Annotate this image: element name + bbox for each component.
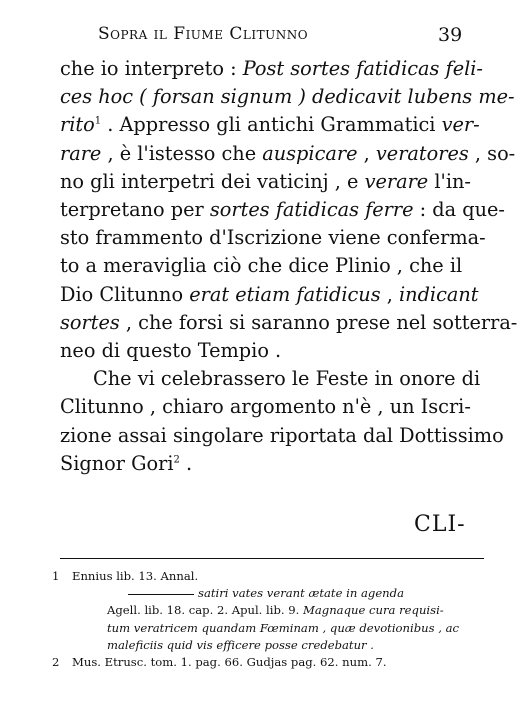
text-line: Signor Gori$^2$ .	[60, 451, 193, 475]
text-line: sto frammento d'Iscrizione viene conferma-	[60, 226, 486, 250]
paragraph-start-line: Che vi celebrassero le Feste in onore di	[93, 367, 481, 391]
footnote-quote: satiri vates verant ætate in agenda	[52, 585, 488, 602]
text-line: zione assai singolare riportata dal Dottissimo	[60, 423, 504, 447]
footnote-line: maleficiis quid vis efficere posse credebatur .	[107, 637, 374, 652]
text-line: ces hoc ( forsan signum ) dedicavit lubens me-	[60, 85, 515, 109]
footnotes	[52, 568, 488, 671]
running-title: Sopra il Fiume Clitunno	[98, 24, 309, 44]
text-line: sortes , che forsi si saranno prese nel sotterra-	[60, 310, 517, 334]
page-number: 39	[438, 24, 463, 46]
footnote-number: 1	[52, 569, 60, 583]
footnote-ref: 1	[94, 115, 102, 127]
body-text	[60, 55, 517, 478]
running-head	[98, 24, 438, 44]
footnote-ref: 2	[173, 454, 180, 466]
footnote-rule	[60, 558, 484, 559]
text-line: rare , è l'istesso che auspicare , veratores , so-	[60, 141, 516, 165]
text-line: no gli interpetri dei vaticinj , e verare l'in-	[60, 169, 471, 193]
catchword: CLI-	[414, 512, 466, 537]
dash-rule	[128, 594, 194, 595]
text-line: terpretano per sortes fatidicas ferre : da que-	[60, 198, 505, 222]
text-line: Clitunno , chiaro argomento n'è , un Iscri-	[60, 395, 471, 419]
text-line: Dio Clitunno erat etiam fatidicus , indicant	[60, 282, 479, 306]
footnote-line: Agell. lib. 18. cap. 2. Apul. lib. 9. Magnaque cura requisi-	[107, 603, 444, 618]
text-line: neo di questo Tempio .	[60, 339, 282, 363]
footnote-2: 2 Mus. Etrusc. tom. 1. pag. 66. Gudjas pag. 62. num. 7.	[52, 654, 488, 671]
text-line: che io interpreto : Post sortes fatidicas feli-	[60, 57, 483, 80]
footnote-1: 1 Ennius lib. 13. Annal.	[52, 568, 488, 585]
text-line: to a meraviglia ciò che dice Plinio , che il	[60, 254, 463, 278]
text-line: rito$^1$ . Appresso gli antichi Grammatici ver-	[60, 113, 480, 137]
footnote-number: 2	[52, 655, 60, 670]
footnote-line: tum veratricem quandam Fœminam , quæ devotionibus , ac	[107, 620, 460, 635]
